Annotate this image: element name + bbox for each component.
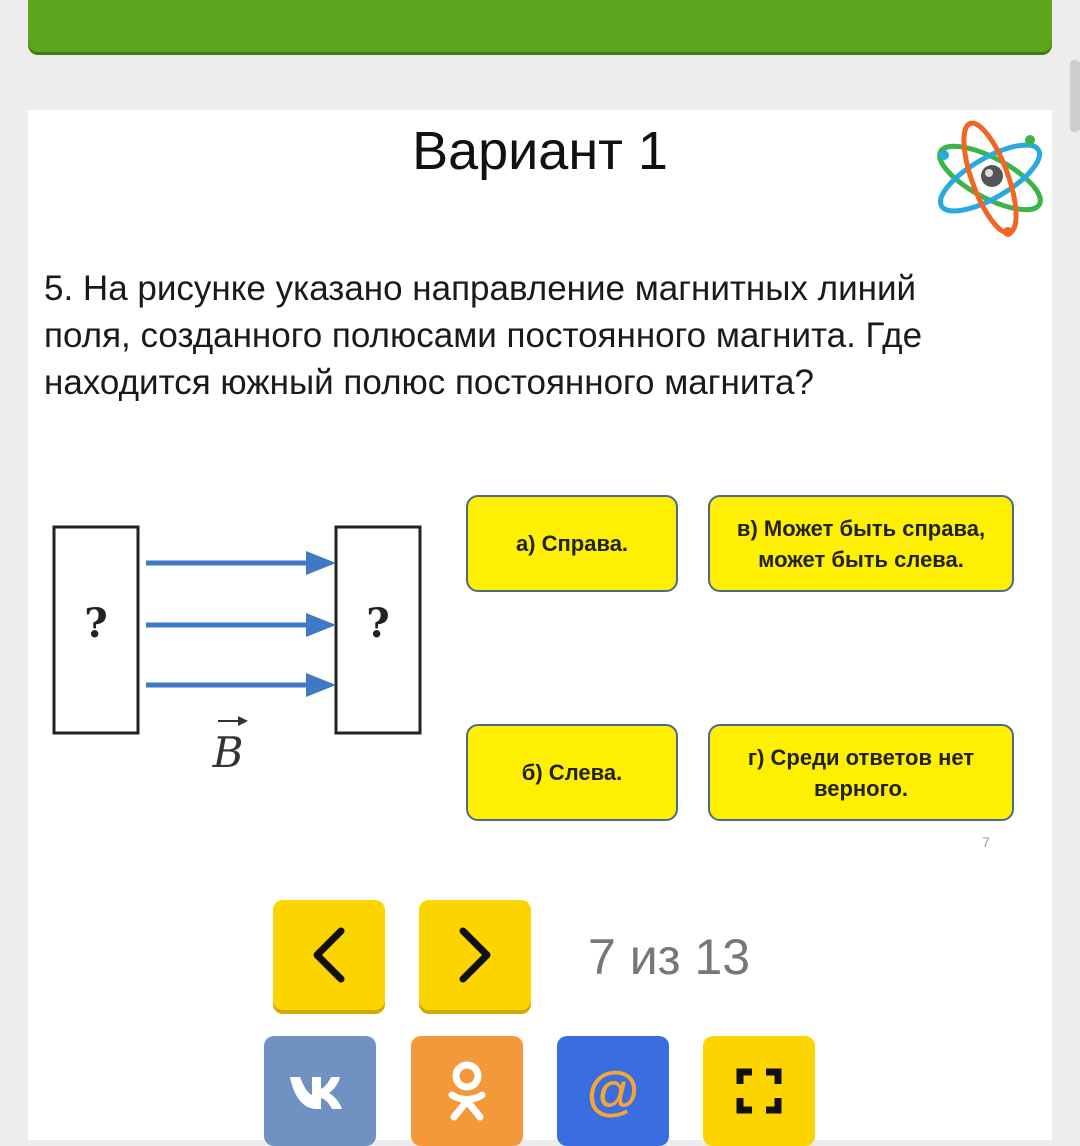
next-slide-button[interactable] xyxy=(419,900,531,1010)
share-mail-button[interactable] xyxy=(557,1036,669,1146)
mail-icon: @ xyxy=(586,1061,640,1121)
top-green-bar[interactable] xyxy=(28,0,1052,52)
chevron-right-icon xyxy=(453,925,497,985)
slide-number: 7 xyxy=(982,834,990,850)
odnoklassniki-icon xyxy=(442,1059,492,1123)
previous-slide-button[interactable] xyxy=(273,900,385,1010)
answer-g-button[interactable]: г) Среди ответов нет верного. xyxy=(708,724,1014,821)
magnet-field-figure xyxy=(38,495,448,795)
chevron-left-icon xyxy=(307,925,351,985)
scrollbar[interactable] xyxy=(1070,60,1080,132)
share-vk-button[interactable] xyxy=(264,1036,376,1146)
answer-a-button[interactable]: а) Справа. xyxy=(466,495,678,592)
answer-v-button[interactable]: в) Может быть справа, может быть слева. xyxy=(708,495,1014,592)
fullscreen-icon xyxy=(736,1068,782,1114)
page-counter: 7 из 13 xyxy=(588,929,751,985)
presentation-slide xyxy=(28,110,1052,1140)
question-text: 5. На рисунке указано направление магнитных линий поля, созданного полюсами постоянного магнита. Где находится южный полюс постоянного магнита? xyxy=(44,269,923,402)
right-pole-label: ? xyxy=(366,600,390,647)
share-odnoklassniki-button[interactable] xyxy=(411,1036,523,1146)
fullscreen-button[interactable] xyxy=(703,1036,815,1146)
atom-logo-icon xyxy=(930,110,1050,240)
field-arrows xyxy=(146,551,336,697)
field-vector-label: B xyxy=(212,728,244,777)
vk-icon xyxy=(287,1071,353,1111)
answer-b-button[interactable]: б) Слева. xyxy=(466,724,678,821)
slide-title: Вариант 1 xyxy=(412,121,668,181)
left-pole-label: ? xyxy=(84,600,108,647)
